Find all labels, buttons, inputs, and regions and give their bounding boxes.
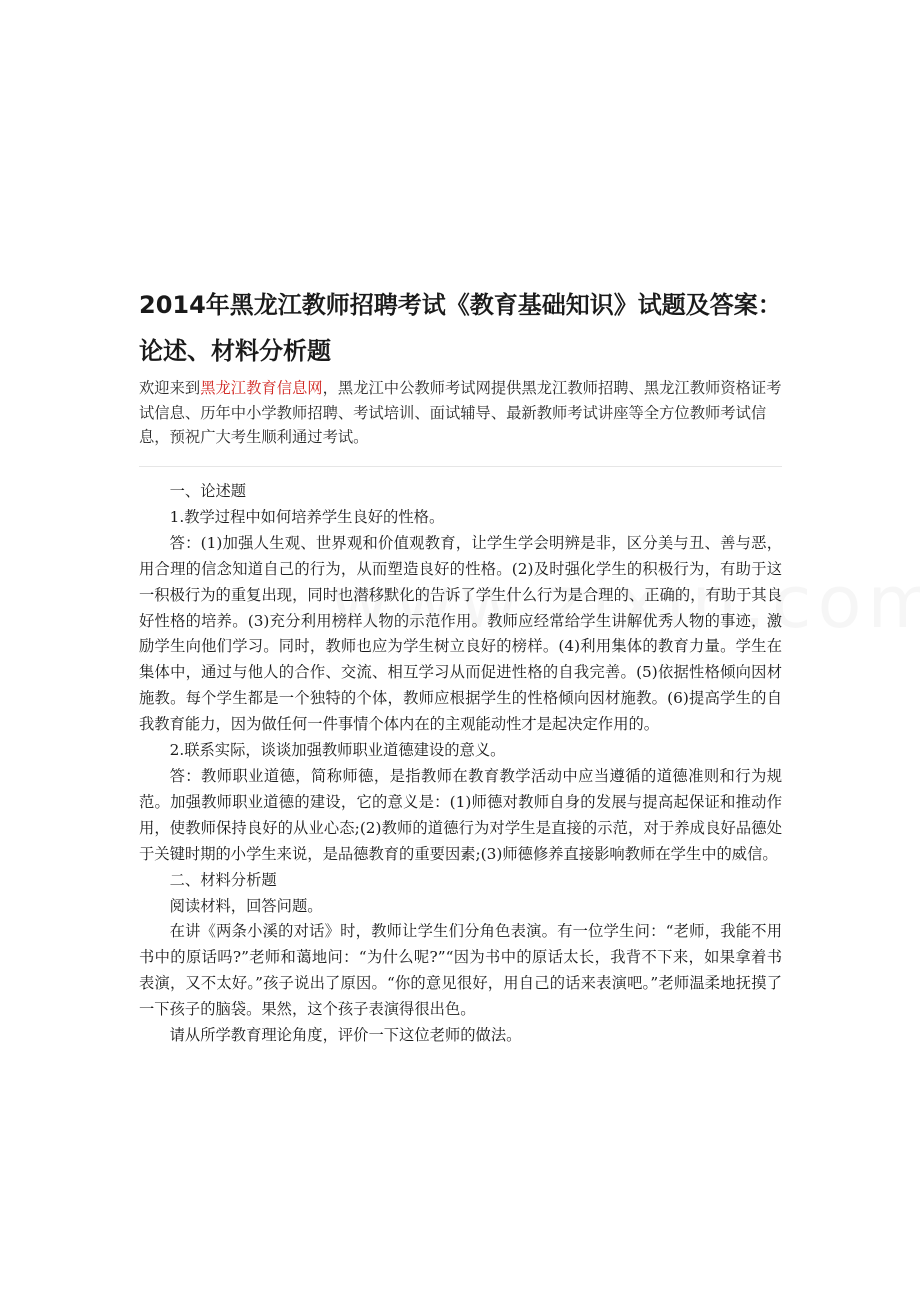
section-divider — [139, 466, 782, 467]
question-2: 2.联系实际，谈谈加强教师职业道德建设的意义。 — [169, 741, 506, 760]
question-1: 1.教学过程中如何培养学生良好的性格。 — [169, 507, 445, 526]
intro-suffix: ，黑龙江中公教师考试网提供黑龙江教师招聘、黑龙江教师资格证考试信息、历年中小学教师招聘、考试培训、面试辅导、最新教师考试讲座等全方位教师考试信息，预祝广大考生顺利通过考试。 — [139, 379, 782, 446]
answer-1: 答：(1)加强人生观、世界观和价值观教育，让学生学会明辨是非，区分美与丑、善与恶，用合理的信念知道自己的行为，从而塑造良好的性格。(2)及时强化学生的积极行为，有助于这一积极行为的重复出现，同时也潜移默化的告诉了学生什么行为是合理的、正确的，有助于其良好性格的培养。(3)充分利用榜样人物的示范作用。教师应经常给学生讲解优秀人物的事迹，激励学生向他们学习。同时，教师也应为学生树立良好的榜样。(4)利用集体的教育力量。学生在集体中，通过与他人的合作、交流、相互学习从而促进性格的自我完善。(5)依据性格倾向因材施教。每个学生都是一个独特的个体，教师应根据学生的性格倾向因材施教。(6)提高学生的自我教育能力，因为做任何一件事情个体内在的主观能动性才是起决定作用的。 — [139, 533, 782, 734]
material-text: 在讲《两条小溪的对话》时，教师让学生们分角色表演。有一位学生问：“老师，我能不用书中的原话吗?”老师和蔼地问：“为什么呢?”“因为书中的原话太长，我背不下来，如果拿着书表演，又不太好。”孩子说出了原因。“你的意见很好，用自己的话来表演吧。”老师温柔地抚摸了一下孩子的脑袋。果然，这个孩子表演得很出色。 — [139, 922, 782, 1019]
section-heading-essay: 一、论述题 — [169, 482, 247, 500]
intro-prefix: 欢迎来到 — [139, 379, 201, 397]
answer-2: 答：教师职业道德，简称师德，是指教师在教育教学活动中应当遵循的道德准则和行为规范。加强教师职业道德的建设，它的意义是：(1)师德对教师自身的发展与提高起保证和推动作用，使教师保持良好的从业心态;(2)教师的道德行为对学生是直接的示范，对于养成良好品德处于关键时期的小学生来说，是品德教育的重要因素;(3)师德修养直接影响教师在学生中的威信。 — [139, 766, 782, 863]
document-title: 2014年黑龙江教师招聘考试《教育基础知识》试题及答案：论述、材料分析题 — [139, 291, 782, 365]
section-heading-material: 二、材料分析题 — [169, 870, 277, 889]
article-body — [139, 479, 782, 1049]
site-link[interactable]: 黑龙江教育信息网 — [200, 379, 323, 397]
material-question: 请从所学教育理论角度，评价一下这位老师的做法。 — [169, 1026, 522, 1045]
intro-paragraph — [139, 376, 782, 450]
material-instruction: 阅读材料，回答问题。 — [169, 896, 323, 915]
